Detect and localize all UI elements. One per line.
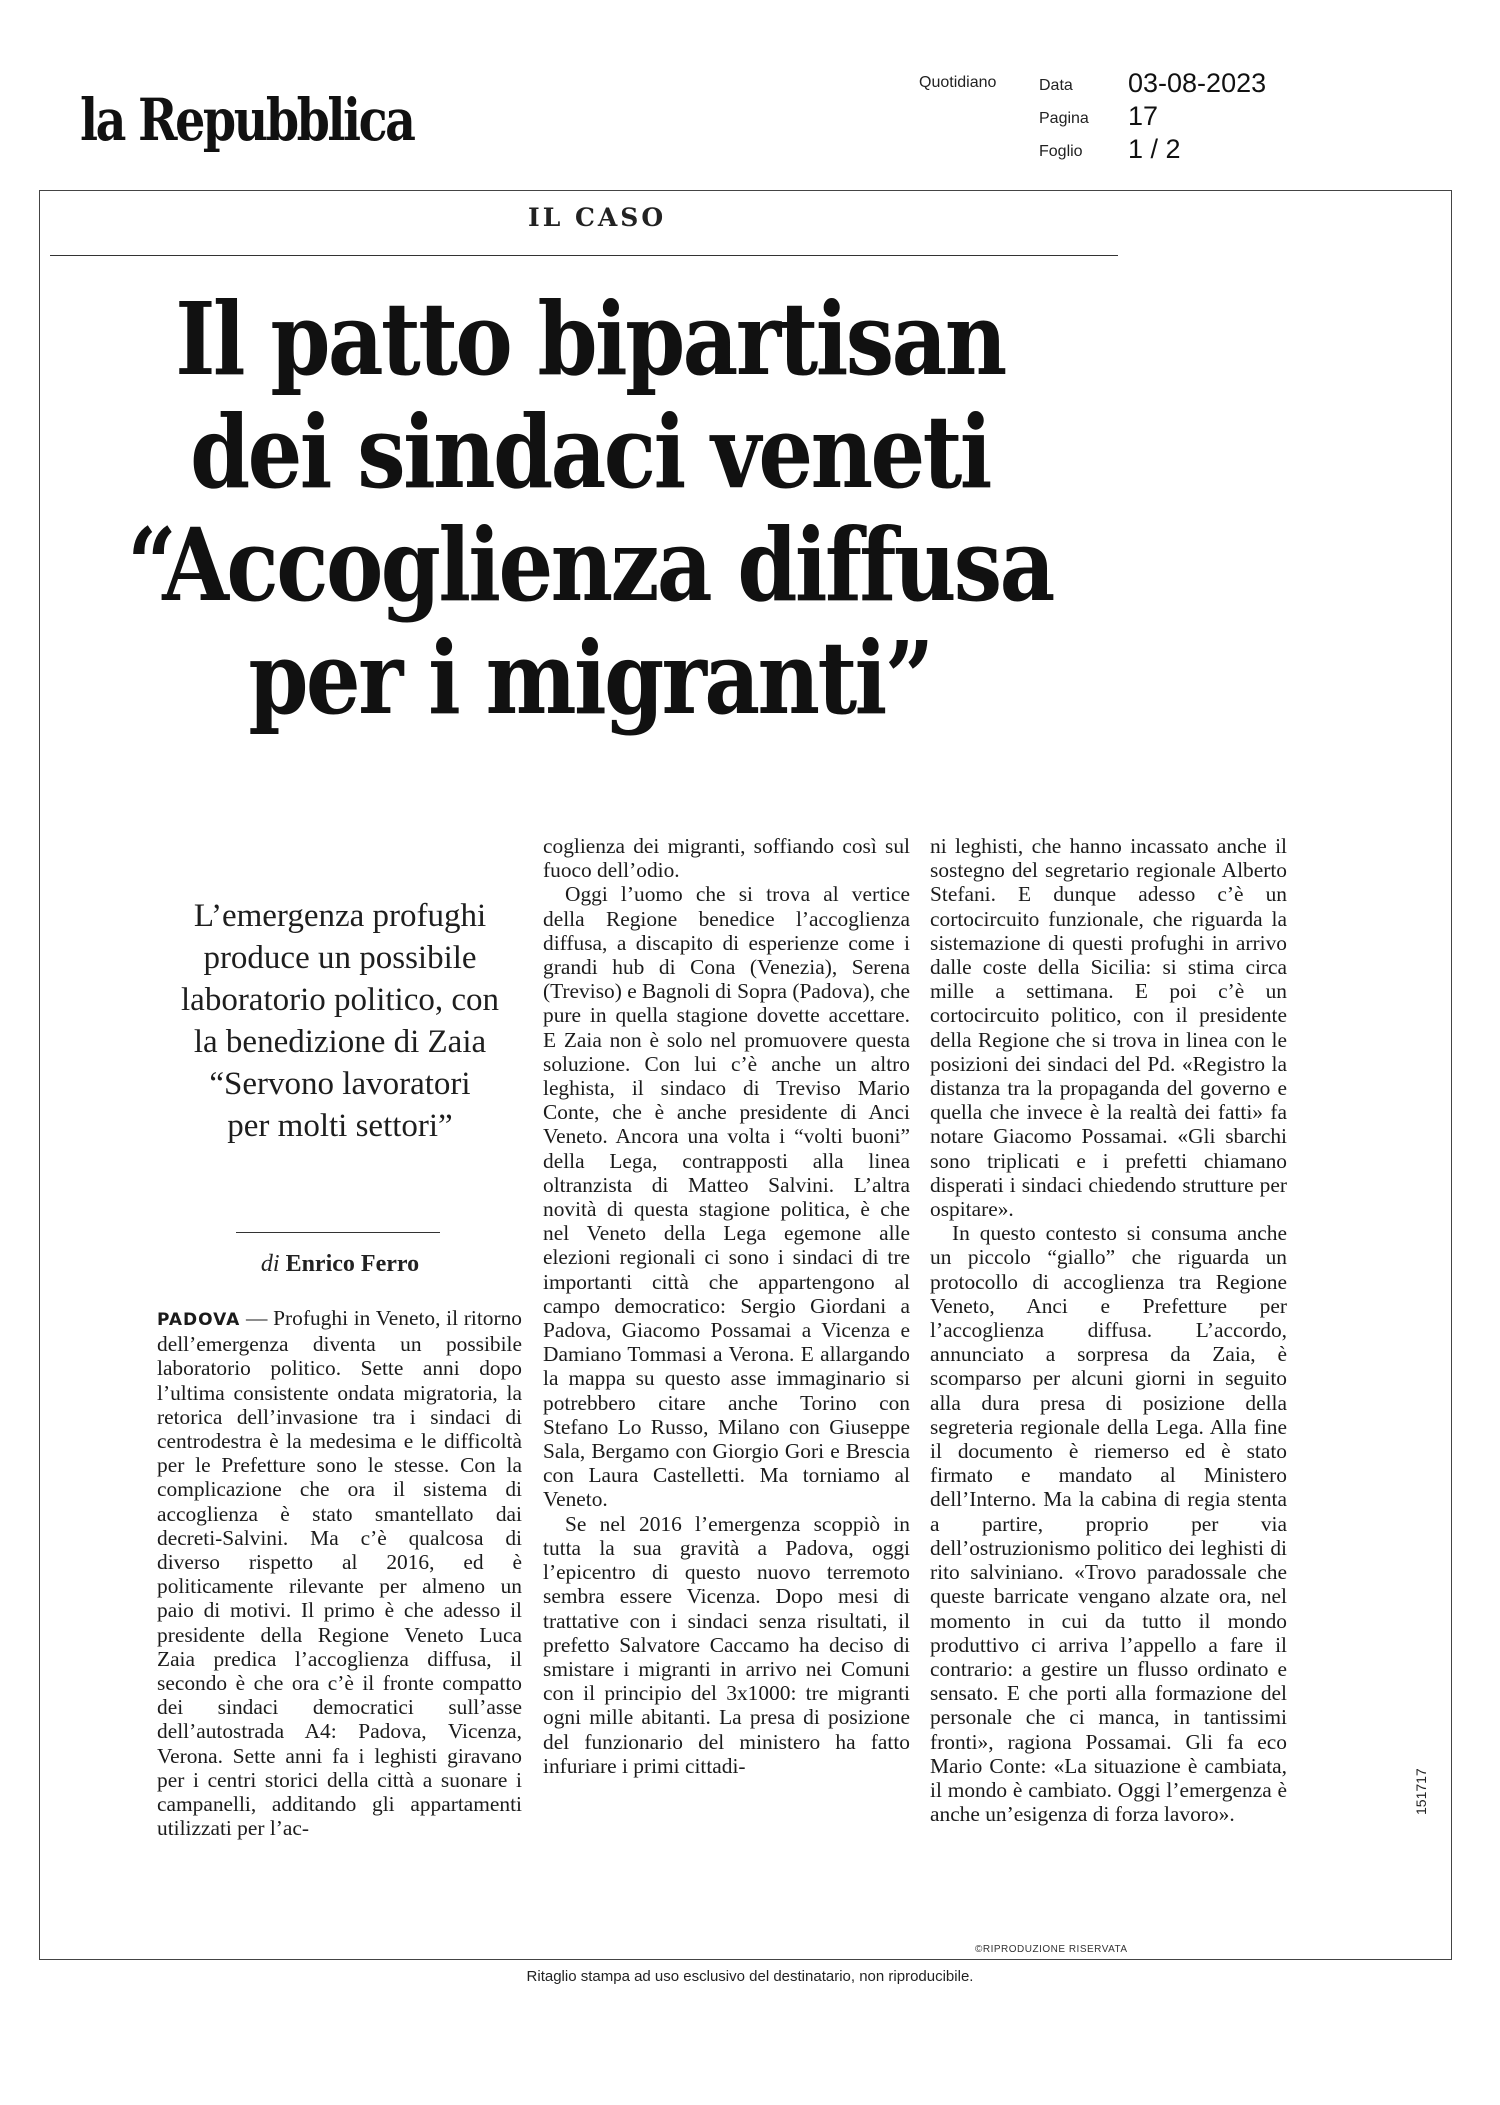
article-column-2 — [543, 834, 910, 1778]
paragraph: — Profughi in Veneto, il ritorno dell’emergenza diventa un possibile laboratorio politico. Sette anni dopo l’ultima consistente ondata migratoria, la retorica dell’invasione tra i sindaci di centrodestra è la medesima e le difficoltà per le Prefetture sono le stesse. Con la complicazione che ora il sistema di accoglienza è stato smantellato dai decreti-Salvini. Ma c’è qualcosa di diverso rispetto al 2016, ed è politicamente rilevante per almeno un paio di motivi. Il primo è che adesso il presidente della Regione Veneto Luca Zaia predica l’accoglienza diffusa, il secondo è che ora c’è il fronte compatto dei sindaci democratici sull’asse dell’autostrada A4: Padova, Vicenza, Verona. Sette anni fa i leghisti giravano per i centri storici della città a suonare i campanelli, additando gli appartamenti utilizzati per l’ac- — [157, 1306, 522, 1841]
paragraph: In questo contesto si consuma anche un piccolo “giallo” che riguarda un protocollo di accoglienza tra Regione Veneto, Anci e Prefetture per l’accoglienza diffusa. L’accordo, annunciato a sorpresa da Zaia, è scomparso per alcuni giorni in seguito alla dura presa di posizione della segreteria regionale della Lega. Alla fine il documento è riemerso ed è stato firmato e mandato al Ministero dell’Interno. Ma la cabina di regia stenta a partire, proprio per via dell’ostruzionismo politico dei leghisti di rito salviniano. «Trovo paradossale che queste barricate vengano alzate ora, nel momento in cui da tutto il mondo produttivo ci arriva l’appello a fare il contrario: a gestire un flusso ordinato e sensato. E che porti alla formazione del personale che ci manca, in tantissimi fronti», ragiona Possamai. Gli fa eco Mario Conte: «La situazione è cambiata, il mondo è cambiato. Oggi l’emergenza è anche un’esigenza di forza lavoro». — [930, 1221, 1287, 1827]
masthead-logo: la Repubblica — [80, 86, 414, 154]
paragraph: ni leghisti, che hanno incassato anche il sostegno del segretario regionale Alberto Stefani. E dunque adesso c’è un cortocircuito funzionale, che riguarda la sistemazione di questi profughi in arrivo dalle coste della Sicilia: si stima circa mille a settimana. E poi c’è un cortocircuito politico, con il presidente della Regione che si trova in linea con le posizioni dei sindaci del Pd. «Registro la distanza tra la propaganda del governo e quella che invece è la realtà dei fatti» fa notare Giacomo Possamai. «Gli sbarchi sono triplicati e i prefetti chiamano disperati i sindaci chiedendo strutture per ospitare». — [930, 834, 1287, 1222]
byline-author: Enrico Ferro — [285, 1251, 420, 1277]
headline-line: per i migranti” — [248, 619, 932, 737]
article-column-1 — [157, 1306, 522, 1840]
section-kicker: IL CASO — [528, 203, 667, 232]
footer-notice: Ritaglio stampa ad uso esclusivo del destinatario, non riproducibile. — [526, 1968, 974, 1985]
page-label: Pagina — [1039, 110, 1089, 127]
dateline: PADOVA — [157, 1310, 241, 1330]
subhead-line: L’emergenza profughi — [193, 898, 487, 934]
kicker-rule — [50, 255, 1118, 256]
headline-line: dei sindaci veneti — [190, 393, 990, 511]
sheet-label: Foglio — [1039, 143, 1083, 160]
subheadline — [140, 895, 540, 1147]
date-value: 03-08-2023 — [1128, 68, 1267, 98]
byline-prefix: di — [260, 1251, 280, 1277]
subhead-line: produce un possibile — [203, 940, 477, 976]
paragraph: Oggi l’uomo che si trova al vertice della Regione benedice l’accoglienza diffusa, a discapito di esperienze come i grandi hub di Cona (Venezia), Serena (Treviso) e Bagnoli di Sopra (Padova), che pure in quella stagione dovette accettare. E Zaia non è solo nel promuovere questa soluzione. Con lui c’è anche un altro leghista, il sindaco di Treviso Mario Conte, che è anche presidente di Anci Veneto. Ancora una volta i “volti buoni” della Lega, contrapposti alla linea oltranzista di Matteo Salvini. L’altra novità di questa stagione politica, è che nel Veneto della Lega egemone alle elezioni regionali ci sono i sindaci di tre importanti città che appartengono al campo democratico: Sergio Giordani a Padova, Giacomo Possamai a Vicenza e Damiano Tommasi a Verona. E allargando la mappa su questo asse immaginario si potrebbero citare anche Torino con Stefano Lo Russo, Milano con Giuseppe Sala, Bergamo con Giorgio Gori e Brescia con Laura Castelletti. Ma torniamo al Veneto. — [543, 882, 910, 1512]
page-value: 17 — [1128, 101, 1159, 131]
clipping-code: 151717 — [1413, 1768, 1429, 1815]
headline — [0, 280, 1180, 737]
headline-line: “Accoglienza diffusa — [127, 506, 1053, 624]
article-column-3 — [930, 834, 1287, 1826]
subhead-line: per molti settori” — [227, 1108, 453, 1144]
publication-type-label: Quotidiano — [919, 74, 997, 91]
byline — [150, 1251, 530, 1278]
sheet-value: 1 / 2 — [1128, 134, 1181, 164]
byline-rule — [236, 1232, 440, 1233]
paragraph: coglienza dei migranti, soffiando così sul fuoco dell’odio. — [543, 834, 910, 883]
copyright-notice: ©RIPRODUZIONE RISERVATA — [975, 1944, 1128, 1955]
headline-line: Il patto bipartisan — [175, 280, 1005, 398]
paragraph: Se nel 2016 l’emergenza scoppiò in tutta la sua gravità a Padova, oggi l’epicentro di questo nuovo terremoto sembra essere Vicenza. Dopo mesi di trattative con i sindaci senza risultati, il prefetto Salvatore Caccamo ha deciso di smistare i migranti in arrivo nei Comuni con il principio del 3x1000: tre migranti ogni mille abitanti. La presa di posizione del funzionario del ministero ha fatto infuriare i primi cittadi- — [543, 1511, 910, 1778]
date-label: Data — [1039, 77, 1073, 94]
subhead-line: “Servono lavoratori — [209, 1066, 471, 1102]
subhead-line: laboratorio politico, con — [181, 982, 499, 1018]
subhead-line: la benedizione di Zaia — [193, 1024, 487, 1060]
